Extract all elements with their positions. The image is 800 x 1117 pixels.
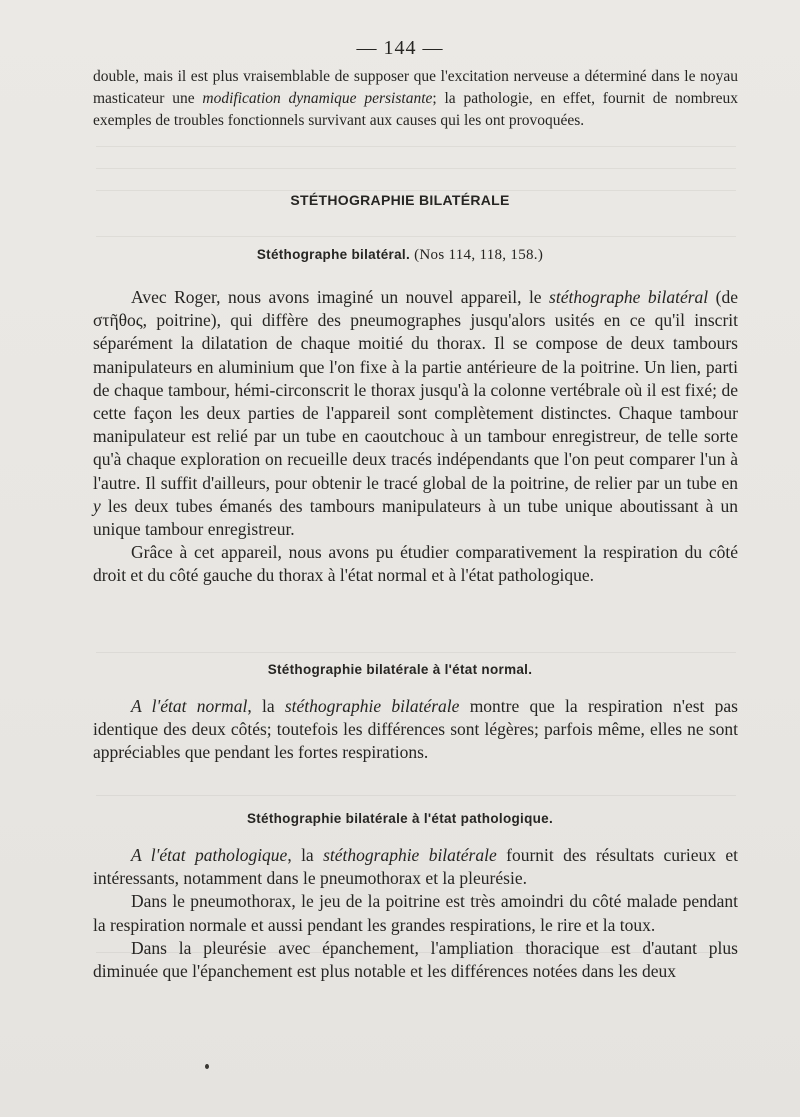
paragraph-emphasis: stéthographie bilatérale (284, 696, 460, 716)
intro-text-1: double, mais il est plus vraisemblable de supposer que l'excitation nerveuse a déterminé dans le noyau masticateur une (93, 68, 738, 107)
intro-emphasis: modification dynamique persistante (202, 90, 433, 107)
bleed-through-line (96, 168, 736, 169)
paragraph-text: montre que la respiration n'est pas identique des deux côtés; toutefois les différences sont légères; parfois même, elles ne sont appréciables que pendant les fortes respirations. (93, 696, 738, 763)
paragraph-emphasis: A l'état pathologique (131, 845, 288, 865)
bleed-through-line (96, 652, 736, 653)
patho-section-title: Stéthographie bilatérale à l'état pathologique. (246, 811, 554, 826)
paragraph-text: fournit des résultats curieux et intéressants, notamment dans le pneumothorax et la pleurésie. (93, 845, 738, 889)
ink-speck (205, 1064, 209, 1069)
page-number: — 144 — (356, 37, 444, 59)
subsection-title: Stéthographe bilatéral. (256, 247, 411, 262)
section-title: STÉTHOGRAPHIE BILATÉRALE (290, 192, 510, 208)
paragraph-text: Avec Roger, nous avons imaginé un nouvel appareil, le (131, 287, 550, 307)
main-text-block (93, 286, 738, 588)
paragraph-text: , la (287, 845, 324, 865)
paragraph-text: les deux tubes émanés des tambours manipulateurs à un tube unique aboutissant à un unique tambour enregistreur. (93, 495, 738, 540)
paragraph-pneumothorax: Dans le pneumothorax, le jeu de la poitrine est très amoindri du côté malade pendant la respiration normale et aussi pendant les grandes respirations, le rire et la toux. (93, 891, 738, 935)
paragraph-text: , la (247, 696, 285, 716)
bleed-through-line (96, 236, 736, 237)
normal-section-title: Stéthographie bilatérale à l'état normal. (267, 662, 533, 677)
intro-paragraph (93, 66, 738, 132)
paragraph-emphasis: stéthographe bilatéral (549, 287, 709, 307)
paragraph-pleurisy: Dans la pleurésie avec épanchement, l'ampliation thoracique est d'autant plus diminuée que l'épanchement est plus notable et les différences notées dans les deux (93, 937, 738, 982)
bleed-through-line (96, 795, 736, 796)
bleed-through-line (96, 190, 736, 191)
patho-section-text (93, 844, 738, 983)
bleed-through-line (96, 146, 736, 147)
paragraph-pathologic (93, 844, 738, 890)
paragraph-study: Grâce à cet appareil, nous avons pu étudier comparativement la respiration du côté droit et du côté gauche du thorax à l'état normal et à l'état pathologique. (93, 542, 738, 586)
paragraph-apparatus (93, 286, 738, 541)
paragraph-emphasis: stéthographie bilatérale (323, 845, 497, 865)
normal-section-text (93, 695, 738, 765)
intro-text-2: ; la pathologie, en effet, fournit de nombreux exemples de troubles fonctionnels survivant aux causes qui les ont provoquées. (93, 90, 739, 129)
paragraph-text: (de στῆθος, poitrine), qui diffère des pneumographes jusqu'alors usités en ce qu'il inscrit séparément la dilatation de chaque moitié du thorax. Il se compose de deux tambours manipulateurs en aluminium que l'on fixe à la partie antérieure de la poitrine. Un lien, parti de chaque tambour, hémi-circonscrit le thorax jusqu'à la colonne vertébrale où il est fixé; de cette façon les deux parties de l'appareil sont complètement distinctes. Chaque tambour manipulateur est relié par un tube en caoutchouc à un tambour enregistreur, de telle sorte qu'à chaque exploration on recueille deux tracés indépendants que l'on peut comparer l'un à l'autre. Il suffit d'ailleurs, pour obtenir le tracé global de la poitrine, de relier par un tube en (93, 287, 739, 493)
paragraph-emphasis: y (93, 495, 101, 516)
subsection-refs: (Nos 114, 118, 158.) (414, 247, 544, 263)
subsection-heading (0, 247, 800, 264)
paragraph-emphasis: A l'état normal (131, 696, 248, 716)
paragraph-normal (93, 695, 738, 765)
